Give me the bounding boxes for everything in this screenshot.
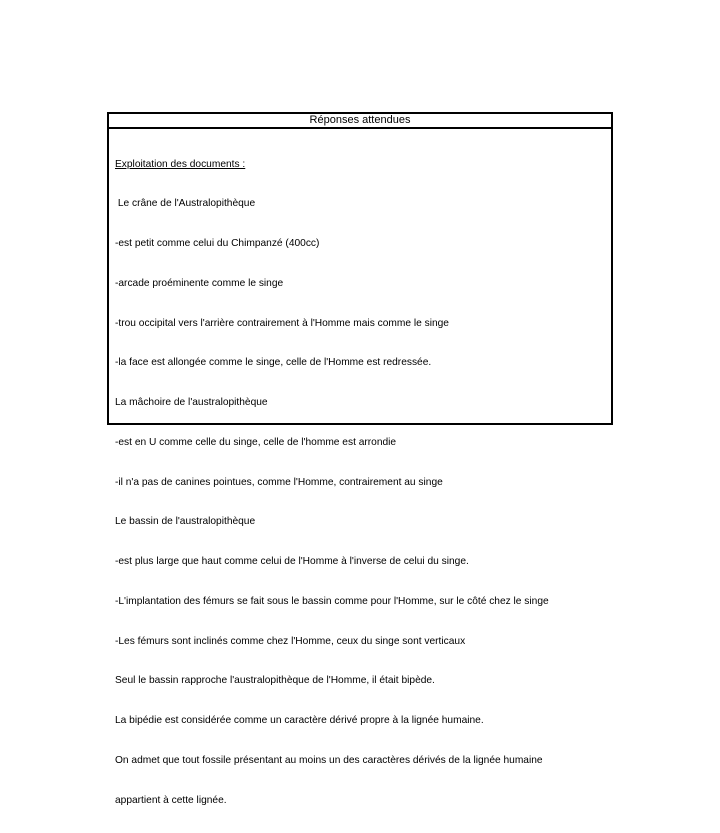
- text-line: On admet que tout fossile présentant au moins un des caractères dérivés de la lignée humaine: [115, 754, 543, 766]
- answer-table: [107, 112, 613, 806]
- text-line: -arcade proéminente comme le singe: [115, 277, 284, 289]
- text-line: Le crâne de l'Australopithèque: [115, 198, 256, 210]
- text-line: -Les fémurs sont inclinés comme chez l'Homme, ceux du singe sont verticaux: [115, 635, 466, 647]
- table-body: [109, 129, 611, 833]
- text-line: La mâchoire de l'australopithèque: [115, 397, 268, 408]
- text-line: -trou occipital vers l'arrière contrairement à l'Homme mais comme le singe: [115, 317, 449, 329]
- text-line: Le bassin de l'australopithèque: [115, 516, 256, 528]
- text-line: -est plus large que haut comme celui de l'Homme à l'inverse de celui du singe.: [115, 556, 469, 567]
- text-line: -il n'a pas de canines pointues, comme l'Homme, contrairement au singe: [115, 476, 443, 488]
- table-title: Réponses attendues: [309, 114, 411, 126]
- text-line: -la face est allongée comme le singe, celle de l'Homme est redressée.: [115, 357, 432, 369]
- text-line: La bipédie est considérée comme un caractère dérivé propre à la lignée humaine.: [115, 715, 484, 726]
- text-line: appartient à cette lignée.: [115, 794, 227, 806]
- section-heading: Exploitation des documents :: [115, 158, 246, 170]
- text-line: Seul le bassin rapproche l'australopithèque de l'Homme, il était bipède.: [115, 675, 435, 687]
- text-line: -est petit comme celui du Chimpanzé (400cc): [115, 238, 320, 249]
- text-line: -est en U comme celle du singe, celle de l'homme est arrondie: [115, 436, 397, 448]
- text-line: -L'implantation des fémurs se fait sous le bassin comme pour l'Homme, sur le côté chez le singe: [115, 595, 549, 607]
- table-header: [109, 114, 611, 129]
